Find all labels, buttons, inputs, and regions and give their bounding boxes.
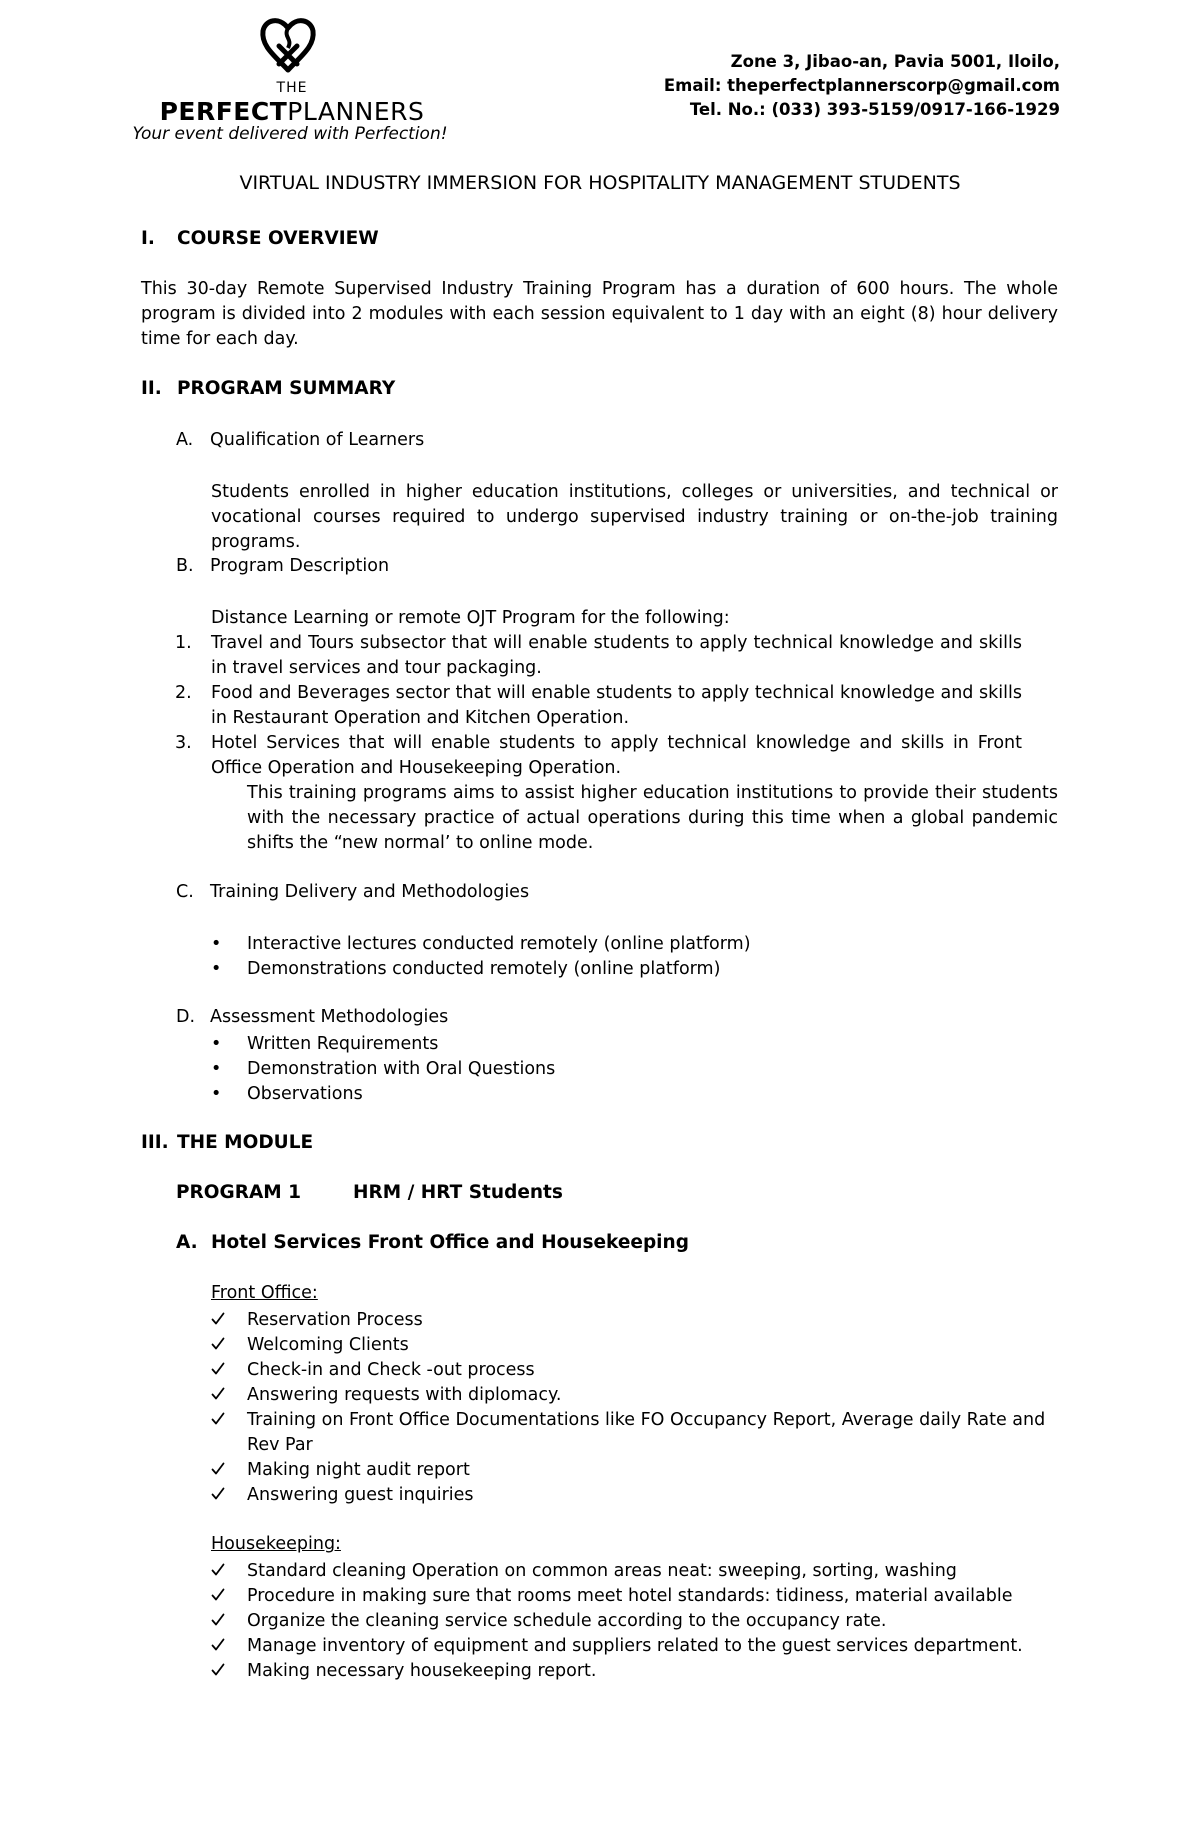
front-office-label: Front Office: xyxy=(211,1283,318,1303)
checklist-item-text: Organize the cleaning service schedule according to the occupancy rate. xyxy=(247,1611,887,1631)
program-description-list xyxy=(175,631,1022,781)
list-item xyxy=(211,957,1058,982)
checkmark-icon xyxy=(211,1408,241,1433)
program-description-intro: Distance Learning or remote OJT Program for the following: xyxy=(211,608,730,628)
bullet-icon: • xyxy=(211,959,222,979)
list-number: 1. xyxy=(175,633,192,653)
checklist-item-text: Answering requests with diplomacy. xyxy=(247,1385,562,1405)
checklist-item xyxy=(211,1408,1058,1458)
checklist-item xyxy=(211,1458,1058,1483)
checkmark-icon xyxy=(211,1659,241,1684)
email-line: Email: theperfectplannerscorp@gmail.com xyxy=(663,76,1060,95)
list-item-text: Interactive lectures conducted remotely (online platform) xyxy=(247,934,751,954)
phone-line: Tel. No.: (033) 393-5159/0917-166-1929 xyxy=(689,100,1060,119)
list-item xyxy=(175,681,1022,731)
bullet-icon: • xyxy=(211,1034,222,1054)
subsection-letter: A. xyxy=(176,1232,198,1253)
program-description-closing: This training programs aims to assist higher education institutions to provide their students with the necessary practice of actual operations during this time when a global pandemic shifts the “new normal’ to online mode. xyxy=(247,783,1058,853)
checklist-item-text: Check-in and Check -out process xyxy=(247,1360,535,1380)
subsection-heading-hotel-services xyxy=(176,1232,689,1253)
checkmark-icon xyxy=(211,1383,241,1408)
bullet-icon: • xyxy=(211,1084,222,1104)
checkmark-icon xyxy=(211,1458,241,1483)
address-line: Zone 3, Jibao-an, Pavia 5001, Iloilo, xyxy=(730,52,1060,71)
checkmark-icon xyxy=(211,1609,241,1634)
list-item-text: Travel and Tours subsector that will enable students to apply technical knowledge and skills in travel services and tour packaging. xyxy=(211,633,1022,678)
list-item-text: Hotel Services that will enable students to apply technical knowledge and skills in Front Office Operation and Housekeeping Operation. xyxy=(211,733,1022,778)
contact-block xyxy=(664,50,1060,122)
checkmark-icon xyxy=(211,1559,241,1584)
subsection-letter: C. xyxy=(176,882,194,902)
checklist-item-text: Standard cleaning Operation on common areas neat: sweeping, sorting, washing xyxy=(247,1561,957,1581)
subsection-title: Qualification of Learners xyxy=(210,430,425,450)
checklist-item-text: Procedure in making sure that rooms meet hotel standards: tidiness, material available xyxy=(247,1586,1013,1606)
list-item xyxy=(175,631,1022,681)
logo-tagline: Your event delivered with Perfection! xyxy=(132,124,448,144)
subsection-heading-training-delivery xyxy=(176,882,529,902)
program-label: PROGRAM 1 xyxy=(176,1182,302,1203)
logo-the-text: THE xyxy=(276,80,308,96)
checklist-item xyxy=(211,1333,1058,1358)
checkmark-icon xyxy=(211,1333,241,1358)
bullet-icon: • xyxy=(211,934,222,954)
checklist-item xyxy=(211,1383,1058,1408)
subsection-title: Hotel Services Front Office and Housekeeping xyxy=(211,1232,689,1253)
section-title: PROGRAM SUMMARY xyxy=(177,378,396,399)
checklist-item xyxy=(211,1483,1058,1508)
checklist-item xyxy=(211,1659,1058,1684)
list-number: 2. xyxy=(175,683,192,703)
list-item xyxy=(211,1057,1058,1082)
section-number: III. xyxy=(141,1132,169,1153)
list-item-text: Demonstration with Oral Questions xyxy=(247,1059,556,1079)
checklist-item xyxy=(211,1308,1058,1333)
course-overview-paragraph: This 30-day Remote Supervised Industry Training Program has a duration of 600 hours. The whole program is divided into 2 modules with each session equivalent to 1 day with an eight (8) hour delivery time for each day. xyxy=(141,279,1058,349)
checklist-item xyxy=(211,1584,1058,1609)
subsection-title: Program Description xyxy=(210,556,390,576)
front-office-list xyxy=(211,1308,1058,1508)
company-logo xyxy=(132,14,452,146)
list-item-text: Written Requirements xyxy=(247,1034,439,1054)
section-heading-the-module xyxy=(141,1132,313,1153)
subsection-title: Assessment Methodologies xyxy=(210,1007,449,1027)
list-item xyxy=(211,932,1058,957)
checklist-item-text: Manage inventory of equipment and suppliers related to the guest services department. xyxy=(247,1636,1023,1656)
section-title: COURSE OVERVIEW xyxy=(177,228,379,249)
subsection-letter: D. xyxy=(176,1007,196,1027)
list-item xyxy=(175,731,1022,781)
qualification-paragraph: Students enrolled in higher education institutions, colleges or universities, and technical or vocational courses required to undergo supervised industry training or on-the-job training programs. xyxy=(211,482,1058,552)
checkmark-icon xyxy=(211,1584,241,1609)
subsection-letter: A. xyxy=(176,430,194,450)
checklist-item xyxy=(211,1358,1058,1383)
section-number: I. xyxy=(141,228,155,249)
document-title: VIRTUAL INDUSTRY IMMERSION FOR HOSPITALITY MANAGEMENT STUDENTS xyxy=(239,172,961,194)
program-name: HRM / HRT Students xyxy=(353,1182,563,1203)
logo-wordmark xyxy=(132,97,452,126)
list-item-text: Observations xyxy=(247,1084,363,1104)
list-item-text: Demonstrations conducted remotely (online platform) xyxy=(247,959,721,979)
logo-planners-text: PLANNERS xyxy=(287,97,425,126)
checkmark-icon xyxy=(211,1634,241,1659)
checklist-item-text: Training on Front Office Documentations like FO Occupancy Report, Average daily Rate and Rev Par xyxy=(247,1410,1046,1455)
subsection-heading-assessment xyxy=(176,1007,448,1027)
checkmark-icon xyxy=(211,1308,241,1333)
section-title: THE MODULE xyxy=(177,1132,314,1153)
checklist-item-text: Welcoming Clients xyxy=(247,1335,409,1355)
list-item xyxy=(211,1082,1058,1107)
heart-logo-icon xyxy=(257,14,319,76)
checkmark-icon xyxy=(211,1483,241,1508)
training-delivery-list xyxy=(211,932,1058,982)
list-item-text: Food and Beverages sector that will enable students to apply technical knowledge and skills in Restaurant Operation and Kitchen Operation. xyxy=(211,683,1022,728)
subsection-heading-program-description xyxy=(176,556,389,576)
checklist-item-text: Making night audit report xyxy=(247,1460,470,1480)
checklist-item xyxy=(211,1634,1058,1659)
bullet-icon: • xyxy=(211,1059,222,1079)
list-number: 3. xyxy=(175,733,192,753)
logo-perfect-text: PERFECT xyxy=(159,97,288,126)
checklist-item-text: Answering guest inquiries xyxy=(247,1485,474,1505)
section-heading-program-summary xyxy=(141,378,395,399)
assessment-list xyxy=(211,1032,1058,1107)
subsection-heading-qualification xyxy=(176,430,424,450)
checkmark-icon xyxy=(211,1358,241,1383)
subsection-letter: B. xyxy=(176,556,194,576)
section-number: II. xyxy=(141,378,162,399)
checklist-item xyxy=(211,1559,1058,1584)
subsection-title: Training Delivery and Methodologies xyxy=(210,882,530,902)
checklist-item-text: Making necessary housekeeping report. xyxy=(247,1661,597,1681)
section-heading-course-overview xyxy=(141,228,379,249)
list-item xyxy=(211,1032,1058,1057)
checklist-item xyxy=(211,1609,1058,1634)
housekeeping-label: Housekeeping: xyxy=(211,1534,341,1554)
housekeeping-list xyxy=(211,1559,1058,1684)
checklist-item-text: Reservation Process xyxy=(247,1310,423,1330)
